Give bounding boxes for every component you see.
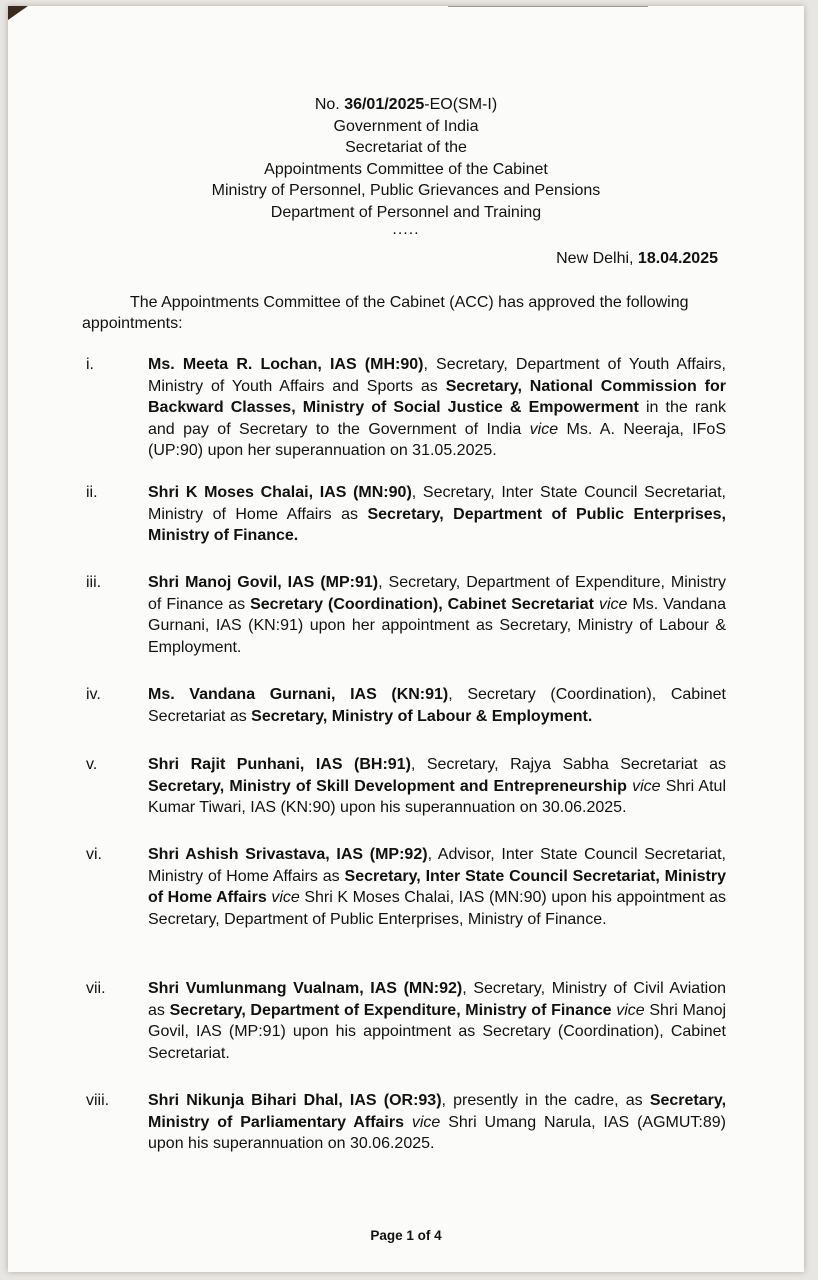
text-run: Shri Atul Kumar Tiwari, IAS (KN:90) upon his superannuation on 30.06.2025.: [148, 777, 727, 816]
document-page: [8, 6, 804, 1272]
bold-text: Ms. Vandana Gurnani, IAS (KN:91): [148, 686, 449, 703]
bold-text: Secretary, Ministry of Parliamentary Affairs: [148, 1092, 727, 1131]
item-text: [148, 572, 726, 658]
appointment-item: [86, 572, 726, 658]
item-number: v.: [86, 756, 98, 773]
italic-text: vice: [598, 595, 628, 613]
italic-text: vice: [632, 777, 661, 795]
top-edge-line: [448, 6, 648, 7]
item-number: iv.: [86, 686, 101, 703]
bold-text: Secretary, Ministry of Labour & Employment.: [251, 707, 593, 725]
bold-text: Secretary (Coordination), Cabinet Secretariat: [250, 595, 594, 613]
item-number: vii.: [86, 980, 106, 997]
item-text: [148, 354, 726, 462]
order-number-suffix: -EO(SM-I): [424, 96, 498, 113]
bold-text: Shri Manoj Govil, IAS (MP:91): [148, 574, 379, 591]
intro-paragraph: [82, 292, 722, 334]
text-run: [404, 1114, 412, 1131]
date-place: New Delhi,: [556, 250, 638, 267]
text-run: in the rank and pay of Secretary to the Government of India: [148, 399, 727, 438]
page-number: Page 1 of 4: [370, 1228, 442, 1243]
header-dots: .....: [392, 221, 420, 238]
appointment-item: [86, 684, 726, 727]
item-text: [148, 754, 726, 819]
text-run: , Secretary (Coordination), Cabinet Secretariat as: [148, 686, 726, 725]
text-run: Shri K Moses Chalai, IAS (MN:90) upon his appointment as Secretary, Department of Public Enterprises, Ministry of Finance.: [148, 889, 726, 928]
item-number: iii.: [86, 574, 102, 591]
item-text: [148, 684, 726, 727]
item-text: [148, 482, 726, 547]
italic-text: vice: [616, 1001, 645, 1019]
intro-line-2: appointments:: [82, 315, 183, 332]
text-run: Shri Umang Narula, IAS (AGMUT:89) upon his superannuation on 30.06.2025.: [148, 1113, 726, 1152]
intro-line-1: The Appointments Committee of the Cabinet (ACC) has approved the following: [130, 294, 689, 311]
bold-text: Secretary, National Commission for Backward Classes, Ministry of Social Justice & Empowerment: [148, 377, 726, 416]
bold-text: Ms. Meeta R. Lochan, IAS (MH:90): [148, 356, 424, 373]
italic-text: vice: [271, 889, 300, 906]
text-run: Ms. A. Neeraja, IFoS (UP:90) upon her superannuation on 31.05.2025.: [148, 420, 726, 459]
text-run: , Secretary, Inter State Council Secretariat, Ministry of Home Affairs as: [148, 484, 726, 523]
bold-text: Shri K Moses Chalai, IAS (MN:90): [148, 484, 412, 501]
text-run: , Secretary, Department of Expenditure, Ministry of Finance as: [148, 574, 726, 613]
text-run: , Secretary, Rajya Sabha Secretariat as: [410, 756, 727, 773]
header-line-acc: Appointments Committee of the Cabinet: [264, 160, 548, 178]
text-run: , Secretary, Ministry of Civil Aviation as: [148, 980, 727, 1019]
item-number: ii.: [86, 484, 98, 501]
bold-text: Shri Vumlunmang Vualnam, IAS (MN:92): [148, 980, 463, 997]
text-run: Shri Manoj Govil, IAS (MP:91) upon his appointment as Secretary (Coordination), Cabinet Secretariat.: [148, 1001, 727, 1062]
text-run: , presently in the cadre, as: [441, 1092, 650, 1109]
appointment-item: [86, 354, 726, 462]
document-header: [8, 94, 804, 237]
corner-mark: [8, 6, 28, 20]
appointment-item: [86, 1090, 726, 1155]
header-line-ministry: Ministry of Personnel, Public Grievances and Pensions: [211, 182, 601, 199]
order-number: [8, 94, 804, 116]
appointment-item: [86, 754, 726, 819]
bold-text: Secretary, Department of Public Enterprises, Ministry of Finance.: [148, 505, 727, 544]
bold-text: Secretary, Inter State Council Secretariat, Ministry of Home Affairs: [148, 867, 726, 906]
appointment-item: [86, 844, 726, 930]
header-line-government: Government of India: [333, 117, 479, 135]
item-number: viii.: [86, 1092, 110, 1109]
bold-text: Secretary, Ministry of Skill Development and Entrepreneurship: [148, 777, 627, 795]
item-text: [148, 1090, 726, 1155]
header-line-department: Department of Personnel and Training: [270, 203, 542, 221]
header-line-secretariat: Secretariat of the: [345, 139, 467, 156]
bold-text: Shri Nikunja Bihari Dhal, IAS (OR:93): [148, 1092, 442, 1109]
item-number: i.: [86, 356, 94, 373]
item-text: [148, 978, 726, 1064]
date-value: 18.04.2025: [637, 250, 718, 267]
text-run: , Secretary, Department of Youth Affairs, Ministry of Youth Affairs and Sports as: [148, 356, 726, 395]
date-line: [556, 250, 718, 268]
appointment-item: [86, 482, 726, 547]
italic-text: vice: [529, 420, 559, 438]
italic-text: vice: [411, 1113, 441, 1131]
bold-text: Shri Rajit Punhani, IAS (BH:91): [148, 756, 411, 773]
text-run: , Advisor, Inter State Council Secretariat, Ministry of Home Affairs as: [148, 846, 727, 885]
order-number-prefix: No.: [314, 96, 345, 113]
order-number-bold: 36/01/2025: [344, 96, 425, 113]
item-number: vi.: [86, 846, 102, 863]
text-run: Ms. Vandana Gurnani, IAS (KN:91) upon her appointment as Secretary, Ministry of Labour & Employment.: [148, 595, 726, 656]
bold-text: Shri Ashish Srivastava, IAS (MP:92): [148, 846, 428, 863]
bold-text: Secretary, Department of Expenditure, Ministry of Finance: [169, 1001, 612, 1019]
item-text: [148, 844, 726, 930]
appointment-item: [86, 978, 726, 1064]
